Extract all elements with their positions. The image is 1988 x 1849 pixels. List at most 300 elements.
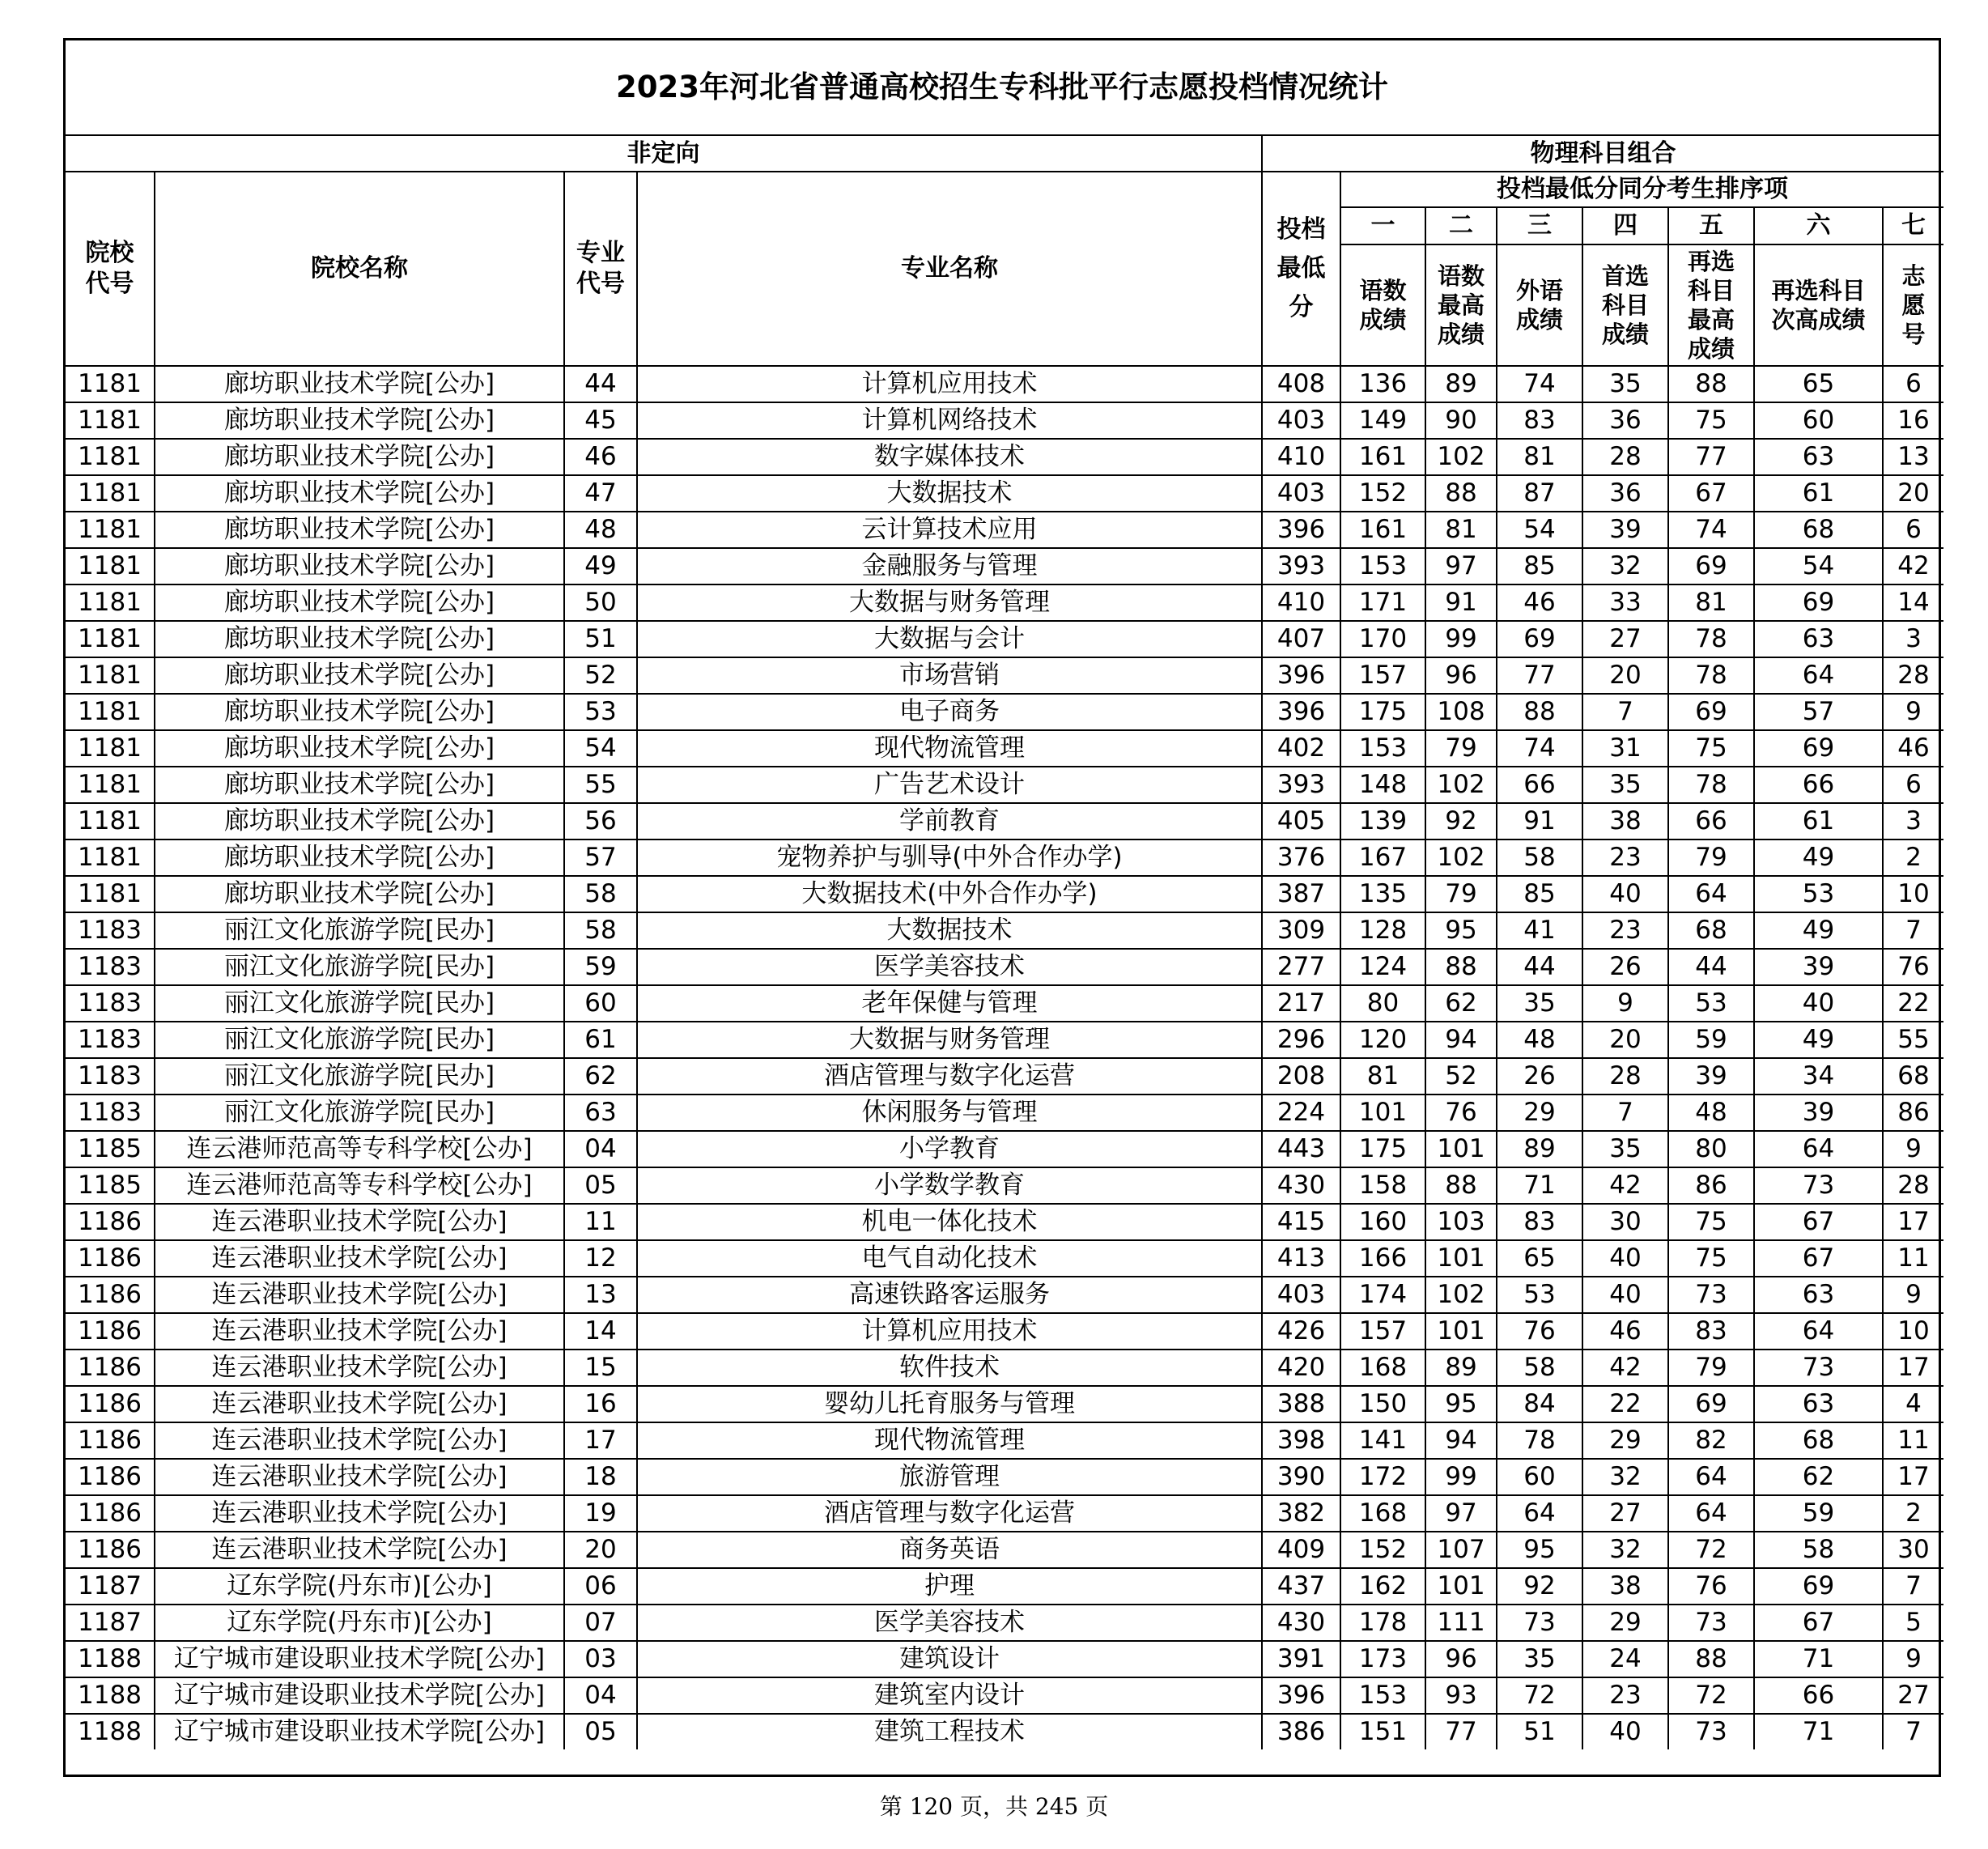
cell-foreign-lang: 60 [1497, 1459, 1582, 1495]
cell-reselect-max: 77 [1668, 439, 1754, 475]
cell-reselect-second: 68 [1754, 1422, 1883, 1459]
cell-school-code: 1183 [66, 912, 155, 949]
cell-major-name: 商务英语 [637, 1532, 1262, 1568]
cell-foreign-lang: 83 [1497, 402, 1582, 439]
cell-chinese-math: 175 [1340, 694, 1425, 730]
cell-reselect-max: 75 [1668, 1204, 1754, 1240]
table-row [66, 1095, 1943, 1131]
cell-foreign-lang: 66 [1497, 767, 1582, 803]
cell-choice-no: 7 [1883, 1714, 1943, 1749]
cell-major-code: 46 [564, 439, 637, 475]
cell-reselect-second: 49 [1754, 839, 1883, 876]
cell-choice-no: 11 [1883, 1422, 1943, 1459]
cell-school-name: 廊坊职业技术学院[公办] [155, 475, 564, 512]
cell-school-name: 连云港职业技术学院[公办] [155, 1350, 564, 1386]
cell-reselect-second: 71 [1754, 1641, 1883, 1677]
cell-reselect-max: 79 [1668, 1350, 1754, 1386]
cell-min-score: 409 [1262, 1532, 1340, 1568]
cell-reselect-second: 64 [1754, 657, 1883, 694]
cell-choice-no: 5 [1883, 1605, 1943, 1641]
cell-school-code: 1188 [66, 1641, 155, 1677]
cell-foreign-lang: 65 [1497, 1240, 1582, 1277]
cell-min-score: 426 [1262, 1313, 1340, 1350]
cell-school-name: 连云港职业技术学院[公办] [155, 1277, 564, 1313]
cell-chinese-math: 141 [1340, 1422, 1425, 1459]
cell-major-code: 19 [564, 1495, 637, 1532]
cell-major-name: 金融服务与管理 [637, 548, 1262, 584]
cell-foreign-lang: 87 [1497, 475, 1582, 512]
cell-min-score: 413 [1262, 1240, 1340, 1277]
cell-chinese-math-max: 99 [1425, 621, 1497, 657]
cell-first-subject: 27 [1582, 621, 1668, 657]
cell-school-name: 连云港职业技术学院[公办] [155, 1204, 564, 1240]
cell-chinese-math: 139 [1340, 803, 1425, 839]
cell-foreign-lang: 41 [1497, 912, 1582, 949]
cell-foreign-lang: 51 [1497, 1714, 1582, 1749]
cell-major-name: 电子商务 [637, 694, 1262, 730]
cell-school-name: 连云港职业技术学院[公办] [155, 1422, 564, 1459]
cell-chinese-math: 172 [1340, 1459, 1425, 1495]
table-row [66, 402, 1943, 439]
cell-school-name: 连云港师范高等专科学校[公办] [155, 1131, 564, 1167]
cell-choice-no: 55 [1883, 1022, 1943, 1058]
order-header-2: 二 [1425, 207, 1497, 244]
cell-school-code: 1181 [66, 694, 155, 730]
cell-foreign-lang: 35 [1497, 1641, 1582, 1677]
cell-chinese-math: 80 [1340, 985, 1425, 1022]
cell-reselect-second: 54 [1754, 548, 1883, 584]
cell-first-subject: 42 [1582, 1167, 1668, 1204]
table-row [66, 366, 1943, 402]
cell-reselect-second: 73 [1754, 1167, 1883, 1204]
table-row [66, 803, 1943, 839]
cell-chinese-math: 161 [1340, 512, 1425, 548]
cell-reselect-second: 71 [1754, 1714, 1883, 1749]
cell-first-subject: 26 [1582, 949, 1668, 985]
cell-school-name: 丽江文化旅游学院[民办] [155, 912, 564, 949]
cell-min-score: 430 [1262, 1167, 1340, 1204]
cell-school-name: 廊坊职业技术学院[公办] [155, 767, 564, 803]
cell-major-name: 学前教育 [637, 803, 1262, 839]
cell-chinese-math-max: 95 [1425, 1386, 1497, 1422]
cell-school-name: 辽东学院(丹东市)[公办] [155, 1568, 564, 1605]
cell-first-subject: 40 [1582, 876, 1668, 912]
cell-reselect-second: 69 [1754, 1568, 1883, 1605]
cell-school-code: 1183 [66, 949, 155, 985]
table-row [66, 767, 1943, 803]
cell-choice-no: 9 [1883, 694, 1943, 730]
cell-school-name: 廊坊职业技术学院[公办] [155, 512, 564, 548]
cell-major-name: 电气自动化技术 [637, 1240, 1262, 1277]
cell-reselect-max: 53 [1668, 985, 1754, 1022]
cell-reselect-max: 78 [1668, 767, 1754, 803]
cell-foreign-lang: 91 [1497, 803, 1582, 839]
cell-reselect-second: 34 [1754, 1058, 1883, 1095]
cell-min-score: 391 [1262, 1641, 1340, 1677]
cell-chinese-math-max: 102 [1425, 1277, 1497, 1313]
cell-major-code: 04 [564, 1131, 637, 1167]
cell-first-subject: 23 [1582, 1677, 1668, 1714]
cell-major-name: 医学美容技术 [637, 1605, 1262, 1641]
cell-school-code: 1181 [66, 657, 155, 694]
cell-chinese-math-max: 79 [1425, 730, 1497, 767]
cell-choice-no: 3 [1883, 803, 1943, 839]
cell-choice-no: 9 [1883, 1131, 1943, 1167]
cell-major-code: 11 [564, 1204, 637, 1240]
cell-school-code: 1181 [66, 402, 155, 439]
cell-reselect-max: 68 [1668, 912, 1754, 949]
cell-chinese-math-max: 89 [1425, 366, 1497, 402]
cell-reselect-max: 81 [1668, 584, 1754, 621]
cell-reselect-max: 76 [1668, 1568, 1754, 1605]
cell-school-name: 丽江文化旅游学院[民办] [155, 1022, 564, 1058]
cell-school-code: 1185 [66, 1167, 155, 1204]
cell-choice-no: 76 [1883, 949, 1943, 985]
cell-foreign-lang: 74 [1497, 730, 1582, 767]
cell-major-name: 宠物养护与驯导(中外合作办学) [637, 839, 1262, 876]
cell-reselect-second: 53 [1754, 876, 1883, 912]
cell-major-name: 计算机应用技术 [637, 1313, 1262, 1350]
cell-foreign-lang: 72 [1497, 1677, 1582, 1714]
cell-min-score: 388 [1262, 1386, 1340, 1422]
cell-min-score: 408 [1262, 366, 1340, 402]
cell-first-subject: 23 [1582, 912, 1668, 949]
cell-reselect-max: 88 [1668, 1641, 1754, 1677]
cell-first-subject: 42 [1582, 1350, 1668, 1386]
cell-foreign-lang: 44 [1497, 949, 1582, 985]
cell-school-code: 1185 [66, 1131, 155, 1167]
cell-reselect-max: 73 [1668, 1605, 1754, 1641]
cell-reselect-second: 66 [1754, 1677, 1883, 1714]
sub-header-5: 再选科目最高成绩 [1668, 244, 1754, 366]
cell-min-score: 386 [1262, 1714, 1340, 1749]
cell-chinese-math-max: 108 [1425, 694, 1497, 730]
cell-min-score: 430 [1262, 1605, 1340, 1641]
cell-major-name: 休闲服务与管理 [637, 1095, 1262, 1131]
cell-school-code: 1183 [66, 1058, 155, 1095]
cell-school-code: 1181 [66, 767, 155, 803]
cell-school-name: 连云港师范高等专科学校[公办] [155, 1167, 564, 1204]
cell-major-name: 软件技术 [637, 1350, 1262, 1386]
cell-first-subject: 32 [1582, 548, 1668, 584]
cell-reselect-max: 80 [1668, 1131, 1754, 1167]
cell-school-name: 丽江文化旅游学院[民办] [155, 949, 564, 985]
cell-major-name: 小学数学教育 [637, 1167, 1262, 1204]
cell-choice-no: 30 [1883, 1532, 1943, 1568]
cell-chinese-math-max: 102 [1425, 839, 1497, 876]
cell-major-code: 04 [564, 1677, 637, 1714]
cell-reselect-second: 63 [1754, 439, 1883, 475]
cell-major-code: 58 [564, 912, 637, 949]
cell-foreign-lang: 89 [1497, 1131, 1582, 1167]
cell-major-code: 50 [564, 584, 637, 621]
cell-first-subject: 40 [1582, 1714, 1668, 1749]
cell-chinese-math: 175 [1340, 1131, 1425, 1167]
table-row [66, 1386, 1943, 1422]
table-row [66, 1714, 1943, 1749]
cell-major-name: 数字媒体技术 [637, 439, 1262, 475]
cell-major-name: 计算机应用技术 [637, 366, 1262, 402]
sort-group-header: 投档最低分同分考生排序项 [1340, 172, 1943, 207]
cell-major-code: 53 [564, 694, 637, 730]
cell-school-name: 廊坊职业技术学院[公办] [155, 657, 564, 694]
cell-major-code: 17 [564, 1422, 637, 1459]
cell-first-subject: 35 [1582, 767, 1668, 803]
cell-school-name: 廊坊职业技术学院[公办] [155, 694, 564, 730]
cell-chinese-math-max: 101 [1425, 1240, 1497, 1277]
cell-choice-no: 10 [1883, 1313, 1943, 1350]
cell-foreign-lang: 69 [1497, 621, 1582, 657]
cell-min-score: 208 [1262, 1058, 1340, 1095]
cell-first-subject: 23 [1582, 839, 1668, 876]
cell-major-name: 现代物流管理 [637, 1422, 1262, 1459]
cell-reselect-max: 75 [1668, 1240, 1754, 1277]
cell-chinese-math-max: 97 [1425, 1495, 1497, 1532]
cell-reselect-second: 39 [1754, 1095, 1883, 1131]
cell-min-score: 396 [1262, 1677, 1340, 1714]
cell-major-code: 20 [564, 1532, 637, 1568]
sub-header-4: 首选科目成绩 [1582, 244, 1668, 366]
cell-major-name: 计算机网络技术 [637, 402, 1262, 439]
cell-reselect-max: 73 [1668, 1277, 1754, 1313]
cell-choice-no: 11 [1883, 1240, 1943, 1277]
cell-chinese-math: 151 [1340, 1714, 1425, 1749]
sub-header-7: 志愿号 [1883, 244, 1943, 366]
cell-chinese-math: 152 [1340, 1532, 1425, 1568]
table-row [66, 912, 1943, 949]
cell-first-subject: 29 [1582, 1422, 1668, 1459]
table-row [66, 694, 1943, 730]
table-row [66, 985, 1943, 1022]
cell-min-score: 415 [1262, 1204, 1340, 1240]
cell-major-code: 03 [564, 1641, 637, 1677]
cell-choice-no: 22 [1883, 985, 1943, 1022]
cell-chinese-math: 171 [1340, 584, 1425, 621]
cell-chinese-math-max: 88 [1425, 475, 1497, 512]
cell-choice-no: 2 [1883, 1495, 1943, 1532]
cell-reselect-second: 63 [1754, 621, 1883, 657]
cell-reselect-second: 62 [1754, 1459, 1883, 1495]
cell-foreign-lang: 77 [1497, 657, 1582, 694]
order-header-3: 三 [1497, 207, 1582, 244]
cell-reselect-second: 67 [1754, 1605, 1883, 1641]
cell-first-subject: 24 [1582, 1641, 1668, 1677]
sub-header-6: 再选科目次高成绩 [1754, 244, 1883, 366]
cell-chinese-math: 170 [1340, 621, 1425, 657]
cell-major-name: 大数据技术 [637, 475, 1262, 512]
cell-first-subject: 7 [1582, 694, 1668, 730]
table-row [66, 1277, 1943, 1313]
cell-school-name: 辽宁城市建设职业技术学院[公办] [155, 1714, 564, 1749]
cell-chinese-math-max: 90 [1425, 402, 1497, 439]
cell-foreign-lang: 74 [1497, 366, 1582, 402]
cell-reselect-max: 64 [1668, 1459, 1754, 1495]
table-row [66, 1167, 1943, 1204]
cell-first-subject: 28 [1582, 439, 1668, 475]
cell-school-name: 连云港职业技术学院[公办] [155, 1532, 564, 1568]
cell-major-code: 14 [564, 1313, 637, 1350]
cell-min-score: 403 [1262, 402, 1340, 439]
cell-reselect-max: 79 [1668, 839, 1754, 876]
cell-foreign-lang: 64 [1497, 1495, 1582, 1532]
table-row [66, 1641, 1943, 1677]
cell-first-subject: 20 [1582, 1022, 1668, 1058]
cell-foreign-lang: 88 [1497, 694, 1582, 730]
cell-school-code: 1181 [66, 839, 155, 876]
cell-school-name: 辽宁城市建设职业技术学院[公办] [155, 1641, 564, 1677]
order-header-7: 七 [1883, 207, 1943, 244]
cell-school-name: 廊坊职业技术学院[公办] [155, 402, 564, 439]
cell-chinese-math: 174 [1340, 1277, 1425, 1313]
cell-foreign-lang: 81 [1497, 439, 1582, 475]
cell-min-score: 443 [1262, 1131, 1340, 1167]
table-row [66, 657, 1943, 694]
cell-school-code: 1181 [66, 584, 155, 621]
table-row [66, 730, 1943, 767]
cell-choice-no: 28 [1883, 657, 1943, 694]
cell-major-code: 45 [564, 402, 637, 439]
cell-major-code: 06 [564, 1568, 637, 1605]
cell-min-score: 382 [1262, 1495, 1340, 1532]
cell-major-code: 59 [564, 949, 637, 985]
cell-school-name: 廊坊职业技术学院[公办] [155, 366, 564, 402]
cell-chinese-math-max: 94 [1425, 1022, 1497, 1058]
cell-chinese-math: 158 [1340, 1167, 1425, 1204]
cell-min-score: 387 [1262, 876, 1340, 912]
cell-chinese-math-max: 102 [1425, 767, 1497, 803]
cell-chinese-math: 135 [1340, 876, 1425, 912]
cell-school-name: 廊坊职业技术学院[公办] [155, 548, 564, 584]
table-row [66, 1350, 1943, 1386]
cell-choice-no: 2 [1883, 839, 1943, 876]
cell-chinese-math: 160 [1340, 1204, 1425, 1240]
cell-chinese-math-max: 101 [1425, 1568, 1497, 1605]
cell-chinese-math-max: 94 [1425, 1422, 1497, 1459]
cell-chinese-math: 81 [1340, 1058, 1425, 1095]
cell-min-score: 420 [1262, 1350, 1340, 1386]
cell-major-name: 大数据与财务管理 [637, 584, 1262, 621]
cell-choice-no: 13 [1883, 439, 1943, 475]
page-footer: 第 120 页，共 245 页 [879, 1793, 1109, 1820]
cell-first-subject: 35 [1582, 366, 1668, 402]
cell-chinese-math-max: 92 [1425, 803, 1497, 839]
cell-major-code: 47 [564, 475, 637, 512]
cell-reselect-second: 64 [1754, 1313, 1883, 1350]
cell-major-code: 48 [564, 512, 637, 548]
cell-first-subject: 28 [1582, 1058, 1668, 1095]
cell-foreign-lang: 58 [1497, 839, 1582, 876]
table-row [66, 1677, 1943, 1714]
cell-major-code: 15 [564, 1350, 637, 1386]
cell-major-code: 57 [564, 839, 637, 876]
cell-choice-no: 10 [1883, 876, 1943, 912]
cell-min-score: 403 [1262, 1277, 1340, 1313]
cell-chinese-math: 150 [1340, 1386, 1425, 1422]
table-row [66, 1495, 1943, 1532]
cell-school-name: 廊坊职业技术学院[公办] [155, 730, 564, 767]
cell-school-code: 1183 [66, 1022, 155, 1058]
cell-choice-no: 46 [1883, 730, 1943, 767]
cell-school-name: 辽宁城市建设职业技术学院[公办] [155, 1677, 564, 1714]
cell-major-code: 51 [564, 621, 637, 657]
cell-foreign-lang: 73 [1497, 1605, 1582, 1641]
cell-foreign-lang: 71 [1497, 1167, 1582, 1204]
cell-major-name: 酒店管理与数字化运营 [637, 1495, 1262, 1532]
cell-min-score: 309 [1262, 912, 1340, 949]
cell-school-code: 1181 [66, 876, 155, 912]
cell-choice-no: 7 [1883, 912, 1943, 949]
cell-reselect-second: 49 [1754, 912, 1883, 949]
admission-table [66, 136, 1943, 1749]
cell-major-code: 44 [564, 366, 637, 402]
cell-school-code: 1186 [66, 1277, 155, 1313]
cell-choice-no: 6 [1883, 366, 1943, 402]
cell-major-code: 58 [564, 876, 637, 912]
cell-min-score: 410 [1262, 439, 1340, 475]
cell-major-name: 旅游管理 [637, 1459, 1262, 1495]
cell-first-subject: 38 [1582, 1568, 1668, 1605]
cell-chinese-math: 152 [1340, 475, 1425, 512]
cell-foreign-lang: 85 [1497, 548, 1582, 584]
cell-foreign-lang: 92 [1497, 1568, 1582, 1605]
cell-chinese-math-max: 52 [1425, 1058, 1497, 1095]
cell-major-name: 酒店管理与数字化运营 [637, 1058, 1262, 1095]
cell-first-subject: 40 [1582, 1240, 1668, 1277]
cell-reselect-max: 59 [1668, 1022, 1754, 1058]
cell-reselect-second: 65 [1754, 366, 1883, 402]
cell-major-code: 63 [564, 1095, 637, 1131]
col-header-major-code: 专业代号 [564, 172, 637, 366]
table-row [66, 1568, 1943, 1605]
cell-first-subject: 7 [1582, 1095, 1668, 1131]
cell-chinese-math-max: 76 [1425, 1095, 1497, 1131]
col-header-school-name: 院校名称 [155, 172, 564, 366]
cell-choice-no: 6 [1883, 767, 1943, 803]
cell-chinese-math-max: 101 [1425, 1131, 1497, 1167]
cell-school-code: 1188 [66, 1714, 155, 1749]
cell-min-score: 396 [1262, 657, 1340, 694]
cell-school-code: 1187 [66, 1605, 155, 1641]
cell-school-name: 连云港职业技术学院[公办] [155, 1386, 564, 1422]
cell-choice-no: 27 [1883, 1677, 1943, 1714]
cell-school-code: 1181 [66, 548, 155, 584]
table-row [66, 1422, 1943, 1459]
cell-reselect-second: 64 [1754, 1131, 1883, 1167]
cell-chinese-math: 153 [1340, 730, 1425, 767]
cell-school-code: 1183 [66, 985, 155, 1022]
table-row [66, 1204, 1943, 1240]
cell-major-code: 07 [564, 1605, 637, 1641]
cell-chinese-math-max: 91 [1425, 584, 1497, 621]
cell-foreign-lang: 83 [1497, 1204, 1582, 1240]
cell-reselect-max: 78 [1668, 657, 1754, 694]
cell-school-code: 1186 [66, 1532, 155, 1568]
cell-first-subject: 27 [1582, 1495, 1668, 1532]
cell-reselect-max: 74 [1668, 512, 1754, 548]
cell-major-name: 护理 [637, 1568, 1262, 1605]
cell-school-code: 1186 [66, 1386, 155, 1422]
cell-foreign-lang: 84 [1497, 1386, 1582, 1422]
cell-first-subject: 30 [1582, 1204, 1668, 1240]
table-row [66, 1240, 1943, 1277]
cell-major-code: 56 [564, 803, 637, 839]
cell-min-score: 405 [1262, 803, 1340, 839]
table-row [66, 949, 1943, 985]
cell-chinese-math-max: 103 [1425, 1204, 1497, 1240]
cell-major-code: 61 [564, 1022, 637, 1058]
cell-major-name: 云计算技术应用 [637, 512, 1262, 548]
table-row [66, 1459, 1943, 1495]
